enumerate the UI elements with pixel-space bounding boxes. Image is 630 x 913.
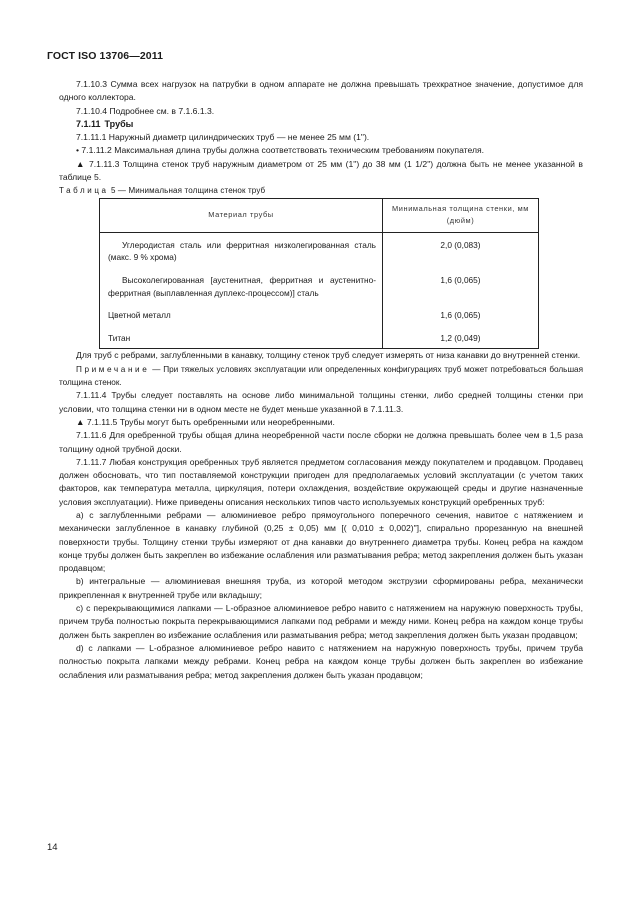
list-item-c: c) с перекрывающимися лапками — L-образное алюминиевое ребро навито с натяжением на наружную поверхность трубы, причем труба полностью покрыта перекрывающимися лапками под ребрами и между ними. Конец ребра на каждом конце трубы должен быть закреплен во избежание ослабления или разматывания ребра; метод закрепления должен быть указан продавцом; <box>59 603 583 640</box>
page-content <box>59 78 583 682</box>
paragraph-grooved-fins: Для труб с ребрами, заглубленными в канавку, толщину стенок труб следует измерять от низа канавки до внутренней стенки. <box>76 350 581 361</box>
paragraph-7-1-11-6: 7.1.11.6 Для оребренной трубы общая длина неоребренной части после сборки не должна превышать более чем в 1,5 раза толщину одной трубной доски. <box>59 430 583 454</box>
table-cell-thickness: 1,6 (0,065) <box>383 303 539 326</box>
table-header-material: Материал трубы <box>100 198 383 232</box>
table-row <box>100 326 539 349</box>
paragraph-7-1-11-7: 7.1.11.7 Любая конструкция оребренных труб является предметом согласования между покупателем и продавцом. Продавец должен обосновать, что тип поставляемой конструкции пригоден для предполагаемых условий эксплуатации (с учетом таких факторов, как температура металла, циркуляция, потери охлаждения, воздействие окружающей среды и другие назначенные условия эксплуатации). Ниже приведены описания нескольких типов часто используемых конструкций оребренных труб: <box>59 456 583 507</box>
paragraph-7-1-11-3: ▲ 7.1.11.3 Толщина стенок труб наружным диаметром от 25 мм (1") до 38 мм (1 1/2") должна быть не менее указанной в таблице 5. <box>59 158 583 183</box>
list-item-d: d) с лапками — L-образное алюминиевое ребро навито с натяжением на наружную поверхность трубы, причем труба полностью покрыта лапками между ребрами. Конец ребра на каждом конце трубы должен быть закреплен во избежание ослабления или разматывания ребра; метод закрепления должен быть указан продавцом; <box>59 642 583 680</box>
paragraph-7-1-11-1: 7.1.11.1 Наружный диаметр цилиндрических труб — не менее 25 мм (1"). <box>76 132 370 143</box>
table-row <box>100 232 539 268</box>
list-item-b: b) интегральные — алюминиевая внешняя труба, из которой методом экструзии сформированы ребра, механически прикрепленная к внутренней трубе или вкладышу; <box>59 576 583 600</box>
table-cell-thickness: 1,2 (0,049) <box>383 326 539 349</box>
list-item-a: a) с заглубленными ребрами — алюминиевое ребро прямоугольного поперечного сечения, навитое с натяжением и механически заглубленное в канавку глубиной (0,25 ± 0,05) мм [( 0,010 ± 0,002)"], спирально прорезанную на внешней поверхности трубы. Толщину стенки трубы измеряют от дна канавки до внутреннего диаметра трубы. Конец ребра на каждом конце трубы должен быть закреплен во избежание ослабления или разматывания ребра; метод закрепления должен быть указан продавцом; <box>59 509 583 574</box>
table-cell-material: Углеродистая сталь или ферритная низколегированная сталь (макс. 9 % хрома) <box>100 232 383 268</box>
table-row <box>100 303 539 326</box>
table-caption-title: 5 — Минимальная толщина стенок труб <box>110 186 266 196</box>
section-heading <box>59 118 583 131</box>
table-cell-material: Цветной металл <box>100 303 383 326</box>
paragraph-7-1-10-3: 7.1.10.3 Сумма всех нагрузок на патрубки в одном аппарате не должна превышать трехкратное значение, допустимое для одного коллектора. <box>59 79 583 103</box>
document-header: ГОСТ ISO 13706—2011 <box>47 50 164 62</box>
note-prefix: Примечание <box>76 364 150 374</box>
note-text: — При тяжелых условиях эксплуатации или определенных конфигурациях труб может потребоваться большая толщина стенок. <box>59 364 583 388</box>
table-header-row <box>100 198 539 232</box>
section-number: 7.1.11 <box>76 118 101 129</box>
wall-thickness-table <box>99 198 539 350</box>
paragraph-7-1-11-4: 7.1.11.4 Трубы следует поставлять на основе либо минимальной толщины стенки, либо средней толщины стенки при условии, что толщина стенки ни в одном месте не будет меньше указанной в 7.1.11.3. <box>59 390 583 414</box>
table-cell-thickness: 2,0 (0,083) <box>383 232 539 268</box>
note <box>59 363 583 390</box>
table-cell-material: Высоколегированная [аустенитная, ферритная и аустенитно-ферритная (выплавленная дуплекс-процессом)] сталь <box>100 268 383 303</box>
section-title: Трубы <box>104 118 134 129</box>
table-header-thickness: Минимальная толщина стенки, мм (дюйм) <box>383 198 539 232</box>
table-caption <box>59 184 583 197</box>
page-number: 14 <box>47 842 58 853</box>
paragraph-7-1-11-2: • 7.1.11.2 Максимальная длина трубы должна соответствовать техническим требованиям покупателя. <box>76 145 485 156</box>
table-row <box>100 268 539 303</box>
table-cell-material: Титан <box>100 326 383 349</box>
table-caption-prefix: Таблица <box>59 186 109 196</box>
paragraph-7-1-10-4: 7.1.10.4 Подробнее см. в 7.1.6.1.3. <box>76 105 215 116</box>
paragraph-7-1-11-5: ▲ 7.1.11.5 Трубы могут быть оребренными или неоребренными. <box>76 416 335 427</box>
table-cell-thickness: 1,6 (0,065) <box>383 268 539 303</box>
